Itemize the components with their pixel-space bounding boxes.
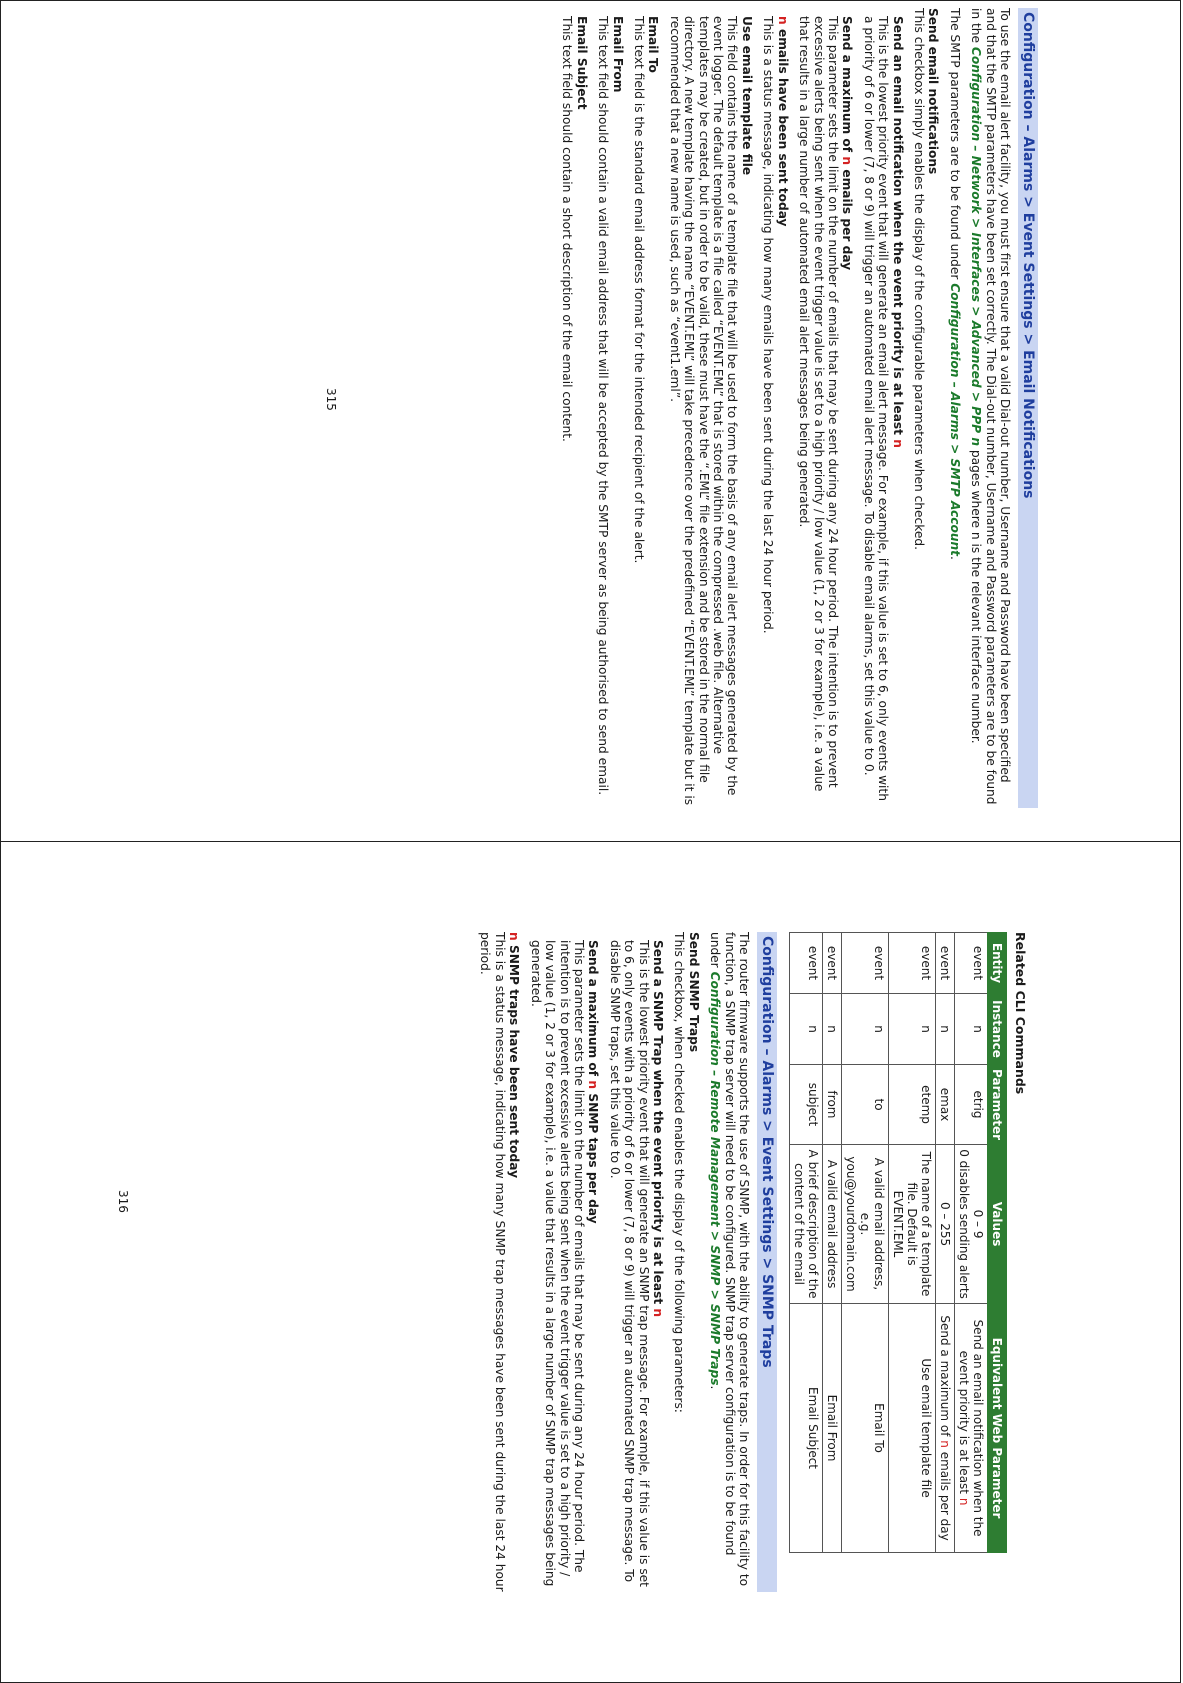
email-from-body: This text field should contain a valid email address that will be accepted by the SMTP server as being authorised to send email. — [596, 16, 611, 796]
today-body: This is a status message, indicating how many emails have been sent during the last 24 hour period. — [761, 16, 776, 634]
template-heading: Use email template file — [739, 16, 754, 176]
today-heading: n emails have been sent today — [775, 16, 790, 227]
email-to-heading: Email To — [646, 16, 661, 73]
table-row: event n subject A brief description of the content of the email Email Subject — [790, 933, 823, 1553]
section-title-snmp-traps: Configuration – Alarms > Event Settings > SNMP Traps — [757, 932, 777, 1592]
max-heading: Send a maximum of n emails per day — [840, 16, 855, 271]
snmp-least-body: This is the lowest priority event that will generate an SNMP trap message. For example, if this value is set to 6, only events with a priority of 6 or lower (7, 8 or 9) will trigger an automated SNMP trap message. To disable SNMP traps, set this value to 0. — [607, 940, 651, 1587]
snmp-intro: The router firmware supports the use of SNMP, with the ability to generate traps. In order for this facility to function, a SNMP trap server will need to be configured. SNMP trap server configuration is to be found under Configuration – Remote Management > SNMP > SNMP Traps. — [708, 932, 751, 1587]
table-row: event n to A valid email address, e.g. you@yourdomain.com Email To — [842, 933, 889, 1553]
nav-path-smtp: Configuration – Alarms > SMTP Account — [947, 283, 962, 557]
cli-commands-table — [789, 932, 1007, 1553]
smtp-location: The SMTP parameters are to be found under Configuration – Alarms > SMTP Account. — [947, 8, 962, 560]
max-body: This parameter sets the limit on the number of emails that may be sent during any 24 hour period. The intention is to prevent excessive alerts being sent when the event trigger value is set to a high priority / low value (1, 2 or 3 for example), i.e. a value that results in a large number of automated email alert messages being generated. — [797, 16, 840, 792]
email-subparams — [560, 16, 905, 808]
col-instance: Instance — [988, 994, 1007, 1065]
table-row: event n etrig 0 – 9 0 disables sending alerts Send an email notification when the event priority is at least n — [955, 933, 988, 1553]
email-to-body: This text field is the standard email address format for the intended recipient of the alert. — [632, 16, 647, 564]
page-number-316: 316 — [116, 1190, 130, 1213]
snmp-today-heading: n SNMP traps have been sent today — [507, 932, 522, 1179]
email-intro: To use the email alert facility, you must first ensure that a valid Dial-out number, Username and Password have been specified and that the SMTP parameters have been set correctly. The Dial-out number, Username and Password parameters are to be found in the Configuration – Network > Interfaces > Advanced > PPP n pages where n is the relevant interface number. — [969, 8, 1012, 805]
snmp-max-heading: Send a maximum of n SNMP taps per day — [586, 940, 601, 1224]
send-email-body: This checkbox simply enables the display of the configurable parameters when checked. — [911, 8, 926, 550]
table-row: event n from A valid email address Email From — [823, 933, 842, 1553]
table-row: event n emax 0 – 255 Send a maximum of n emails per day — [936, 933, 955, 1553]
email-subject-body: This text field should contain a short description of the email content. — [560, 16, 575, 442]
page-315 — [318, 8, 1038, 808]
send-snmp-body: This checkbox, when checked enables the display of the following parameters: — [672, 932, 687, 1413]
snmp-today-body: This is a status message, indicating how many SNMP trap messages have been sent during the last 24 hour period. — [478, 932, 507, 1592]
snmp-least-heading: Send a SNMP Trap when the event priority is at least n — [650, 940, 665, 1318]
page-316 — [268, 932, 1028, 1592]
template-body: This field contains the name of a template file that will be used to form the basis of any email alert messages generated by the event logger. The default template is a file called “EVENT.EML” that is stored within the compressed .web file. Alternative templates may be created, but in order to be valid, these must have the “.EML” file extension and be stored in the normal file directory. A new template having the name “EVENT.EML” will take precedence over the predefined “EVENT.EML” template but it is recommended that a new name is used, such as “event1.eml”. — [667, 16, 740, 806]
email-from-heading: Email From — [610, 16, 625, 93]
send-email-heading: Send email notifications — [926, 8, 941, 175]
nav-path-snmp: Configuration – Remote Management > SNMP > SNMP Traps — [708, 971, 723, 1386]
col-values: Values — [988, 1145, 1007, 1304]
section-title-email-notifications: Configuration – Alarms > Event Settings > Email Notifications — [1018, 8, 1038, 808]
nav-path-ppp: Configuration – Network > Interfaces > Advanced > PPP n — [969, 46, 984, 447]
page-number: 315 — [324, 388, 338, 411]
col-web-parameter: Equivalent Web Parameter — [988, 1304, 1007, 1553]
col-parameter: Parameter — [988, 1065, 1007, 1145]
least-body: This is the lowest priority event that will generate an email alert message. For example, if this value is set to 6, only events with a priority of 6 or lower (7, 8 or 9) will trigger an automated email alert message. To disable email alarms, set this value to 0. — [861, 16, 891, 801]
cli-commands-title: Related CLI Commands — [1013, 932, 1028, 1095]
snmp-max-body: This parameter sets the limit on the number of emails that may be sent during any 24 hour period. The intention is to prevent excessive alerts being sent when the event trigger value is set to a high priority / low value (1, 2 or 3 for example), i.e. a value that results in a large number of SNMP trap messages being generated. — [528, 940, 586, 1587]
email-subject-heading: Email Subject — [574, 16, 589, 110]
least-heading: Send an email notification when the event priority is at least n — [890, 16, 905, 448]
col-entity: Entity — [988, 933, 1007, 994]
snmp-subparams — [528, 940, 665, 1592]
send-snmp-heading: Send SNMP Traps — [686, 932, 701, 1053]
table-header-row — [988, 933, 1007, 1553]
table-row: event n etemp The name of a template file. Default is EVENT.EML Use email template file — [889, 933, 936, 1553]
